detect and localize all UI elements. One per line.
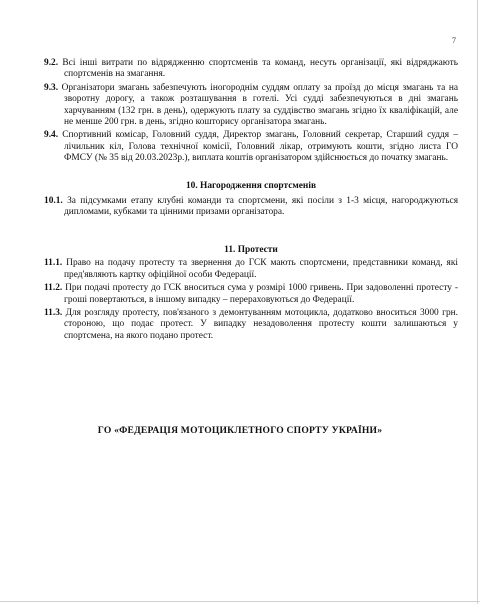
clause-text: Організатори змагань забезпечують іногороднім суддям оплату за проїзд до місця змагань та на зворотну дорогу, а також розташування в готелі. Усі судді забезпечуються в дні змагань харчуванням (132 грн. в день), одержують плату за суддівство змагань згідно їх кваліфікацій, але не менше 200 грн. в день, згідно кошторису організатора змагань. bbox=[61, 82, 459, 128]
section-heading-awards: 10. Нагородження спортсменів bbox=[185, 180, 317, 191]
clause-10-1 bbox=[44, 196, 458, 219]
clause-11-2 bbox=[44, 283, 458, 306]
clause-text: Спортивний комісар, Головний суддя, Директор змагань, Головний секретар, Старший суддя – лічильник кіл, Голова технічної комісії, Головний лікар, отримують кошти, згідно листа ГО ФМСУ (№ 35 від 20.03.2023р.), виплата коштів організатором здійснюється до початку змагань. bbox=[62, 130, 459, 164]
clause-number: 10.1. bbox=[44, 196, 63, 207]
clause-9-3 bbox=[44, 83, 458, 129]
page-edge-right bbox=[477, 0, 478, 604]
page-edge-bottom bbox=[0, 601, 480, 602]
clause-number: 9.4. bbox=[44, 130, 59, 141]
clause-number: 11.3. bbox=[44, 307, 63, 318]
clause-text: Всі інші витрати по відрядженню спортсменів та команд, несуть організації, які відряджають спортсменів на змагання. bbox=[62, 58, 458, 80]
clause-text: При подачі протесту до ГСК вноситься сума у розмірі 1000 гривень. При задоволенні протесту - гроші повертаються, в іншому випадку – перераховуються до Федерації. bbox=[64, 283, 459, 305]
clause-text: Право на подачу протесту та звернення до ГСК мають спортсмени, представники команд, які пред'являють картку офіційної особи Федерації. bbox=[64, 258, 459, 280]
clause-number: 9.2. bbox=[44, 58, 59, 68]
document-body bbox=[44, 58, 458, 342]
clause-9-2 bbox=[44, 58, 458, 81]
clause-11-3 bbox=[44, 308, 458, 342]
clause-text: За підсумками етапу клубні команди та спортсмени, які посіли з 1-3 місця, нагороджуються дипломами, кубками та цінними призами організатора. bbox=[64, 196, 459, 218]
clause-number: 11.1. bbox=[44, 258, 63, 269]
clause-number: 11.2. bbox=[44, 283, 63, 294]
clause-9-4 bbox=[44, 130, 458, 164]
page-number: 7 bbox=[452, 36, 456, 45]
clause-number: 9.3. bbox=[44, 82, 59, 93]
clause-11-1 bbox=[44, 258, 458, 281]
clause-text: Для розгляду протесту, пов'язаного з демонтуванням мотоцикла, додатково вноситься 3000 грн. стороною, що подає протест. У випадку незадоволення протесту кошти залишаються у спортсмена, на якого подано протест. bbox=[64, 307, 458, 341]
organization-signature: ГО «ФЕДЕРАЦІЯ МОТОЦИКЛЕТНОГО СПОРТУ УКРАЇНИ» bbox=[97, 425, 383, 436]
section-heading-protests: 11. Протести bbox=[224, 244, 278, 255]
